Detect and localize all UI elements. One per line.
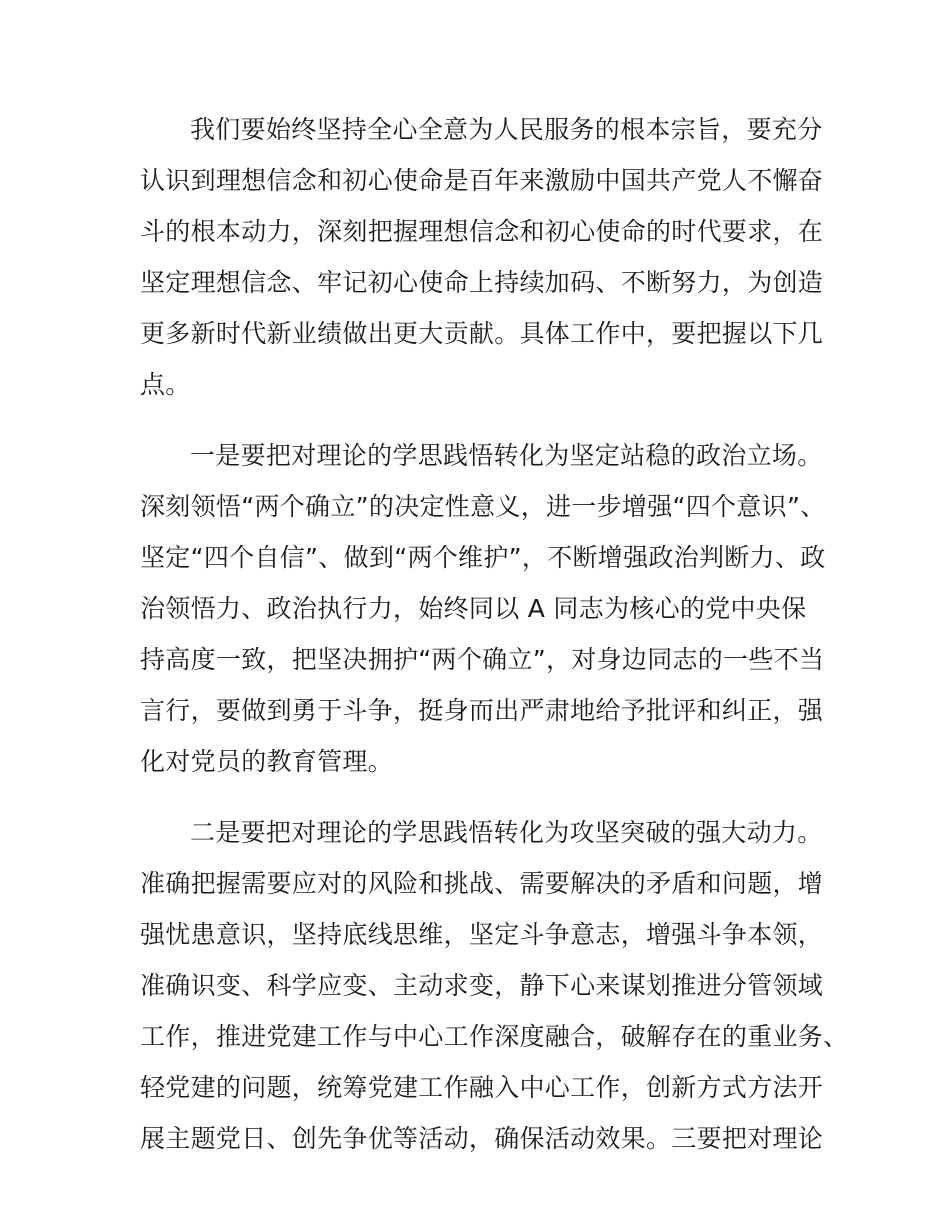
text-line: 深刻领悟“两个确立”的决定性意义，进一步增强“四个意识”、 (140, 492, 826, 521)
paragraph-gap (140, 410, 830, 430)
text-line: 更多新时代新业绩做出更大贡献。具体工作中，要把握以下几 (140, 319, 824, 348)
text-line: 二是要把对理论的学思践悟转化为攻坚突破的强大动力。 (190, 818, 823, 847)
text-line: 化对党员的教育管理。 (140, 747, 394, 776)
text-line: 斗的根本动力，深刻把握理想信念和初心使命的时代要求，在 (140, 217, 824, 246)
text-line: 轻党建的问题，统筹党建工作融入中心工作，创新方式方法开 (140, 1073, 824, 1102)
text-line: 展主题党日、创先争优等活动，确保活动效果。三要把对理论 (140, 1124, 824, 1153)
paragraph-3 (140, 807, 849, 1164)
text-line: 我们要始终坚持全心全意为人民服务的根本宗旨，要充分 (190, 115, 823, 144)
text-line: 言行，要做到勇于斗争，挺身而出严肃地给予批评和纠正，强 (140, 696, 824, 725)
paragraph-2 (140, 430, 830, 787)
document-body (140, 104, 849, 1164)
text-line: 坚定“四个自信”、做到“两个维护”，不断增强政治判断力、政 (140, 543, 826, 572)
text-line: 准确把握需要应对的风险和挑战、需要解决的矛盾和问题，增 (140, 869, 824, 898)
text-line: 坚定理想信念、牢记初心使命上持续加码、不断努力，为创造 (140, 268, 824, 297)
paragraph-1 (140, 104, 830, 410)
paragraph-gap (140, 787, 830, 807)
text-line: 点。 (140, 370, 191, 399)
text-line: 工作，推进党建工作与中心工作深度融合，破解存在的重业务、 (140, 1022, 849, 1051)
text-line: 强忧患意识，坚持底线思维，坚定斗争意志，增强斗争本领， (140, 920, 824, 949)
text-line: 持高度一致，把坚决拥护“两个确立”，对身边同志的一些不当 (140, 645, 825, 674)
text-line: 治领悟力、政治执行力，始终同以 A 同志为核心的党中央保 (140, 594, 807, 623)
text-line: 准确识变、科学应变、主动求变，静下心来谋划推进分管领域 (140, 971, 824, 1000)
text-line: 一是要把对理论的学思践悟转化为坚定站稳的政治立场。 (190, 441, 823, 470)
text-line: 认识到理想信念和初心使命是百年来激励中国共产党人不懈奋 (140, 166, 824, 195)
